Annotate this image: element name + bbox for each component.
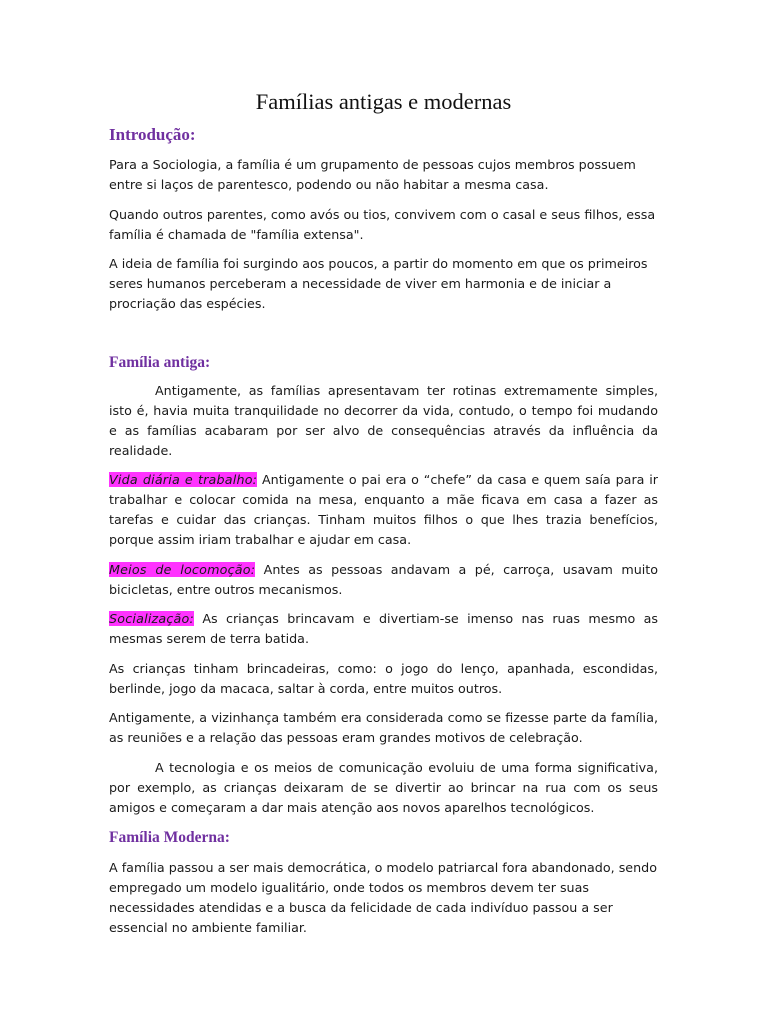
social-text: As crianças brincavam e divertiam-se imenso nas ruas mesmo as mesmas serem de terra batida. [109,611,658,646]
heading-introducao: Introdução: [109,125,196,144]
highlight-social-label: Socialização: [109,611,194,626]
meios-text: Antes as pessoas andavam a pé, carroça, usavam muito bicicletas, entre outros mecanismos. [109,561,659,597]
highlight-meios-label: Meios de locomoção: [109,561,256,577]
moderna-paragraph-1: A família passou a ser mais democrática, o modelo patriarcal fora abandonado, sendo empregado um modelo igualitário, onde todos os membros devem ter suas necessidades atendidas e a busca da felicidade de cada indivíduo passou a ser essencial no ambiente familiar. [109,860,657,935]
antiga-social-paragraph [109,609,658,649]
intro-paragraph-1: Para a Sociologia, a família é um grupamento de pessoas cujos membros possuem entre si laços de parentesco, podendo ou não habitar a mesma casa. [109,157,636,192]
antiga-paragraph-1: Antigamente, as famílias apresentavam ter rotinas extremamente simples, isto é, havia muita tranquilidade no decorrer da vida, contudo, o tempo foi mudando e as famílias acabaram por ser alvo de consequências através da influência da realidade. [109,382,658,458]
section-spacer [109,324,658,352]
highlight-vida-label: Vida diária e trabalho: [109,472,258,487]
page-title: Famílias antigas e modernas [255,89,512,114]
heading-familia-antiga: Família antiga: [109,353,211,371]
antiga-tecnologia-paragraph: A tecnologia e os meios de comunicação evoluiu de uma forma significativa, por exemplo, as crianças deixaram de se divertir ao brincar na rua com os seus amigos e começaram a dar mais atenção aos novos aparelhos tecnológicos. [109,759,658,815]
antiga-vida-paragraph [109,470,658,550]
vida-text: Antigamente o pai era o “chefe” da casa e quem saía para ir trabalhar e colocar comida na mesa, enquanto a mãe ficava em casa a fazer as tarefas e cuidar das crianças. Tinham muitos filhos o que lhes trazia benefícios, porque assim iriam trabalhar e ajudar em casa. [109,472,658,547]
heading-familia-moderna: Família Moderna: [109,829,230,846]
antiga-vizinhanca-paragraph: Antigamente, a vizinhança também era considerada como se fizesse parte da família, as reuniões e a relação das pessoas eram grandes motivos de celebração. [109,710,658,745]
intro-paragraph-2: Quando outros parentes, como avós ou tios, convivem com o casal e seus filhos, essa família é chamada de "família extensa". [109,206,656,242]
intro-paragraph-3: A ideia de família foi surgindo aos poucos, a partir do momento em que os primeiros seres humanos perceberam a necessidade de viver em harmonia e de iniciar a procriação das espécies. [109,256,648,311]
antiga-meios-paragraph [109,560,658,600]
antiga-brincadeiras-paragraph: As crianças tinham brincadeiras, como: o jogo do lenço, apanhada, escondidas, berlinde, jogo da macaca, saltar à corda, entre muitos outros. [109,660,658,696]
